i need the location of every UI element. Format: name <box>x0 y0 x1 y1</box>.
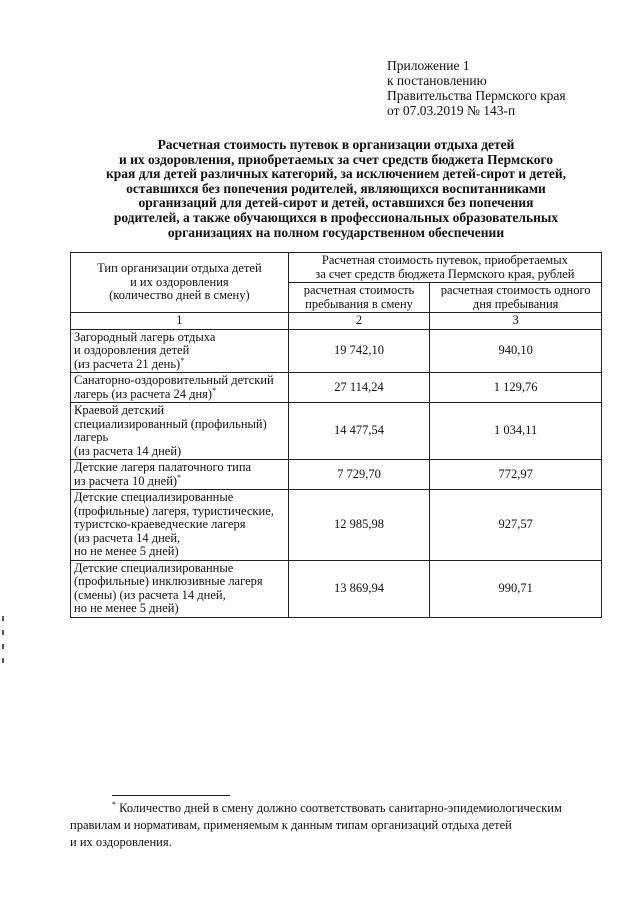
cost-per-shift-cell: 12 985,98 <box>288 490 430 561</box>
title-line: края для детей различных категорий, за исключением детей-сирот и детей, <box>106 166 566 182</box>
footnote-line: и их оздоровления. <box>70 835 172 849</box>
cost-per-shift-cell: 13 869,94 <box>288 560 430 617</box>
cost-per-day-cell: 1 129,76 <box>430 373 602 403</box>
footnote-reference: * <box>180 355 185 365</box>
table-row <box>71 403 602 460</box>
header-text: расчетная стоимость одного <box>440 283 591 297</box>
cost-per-day-cell: 1 034,11 <box>430 403 602 460</box>
row-text: лагерь <box>74 430 109 444</box>
column-number: 2 <box>288 313 430 330</box>
title-line: организаций для детей-сирот и детей, оставшихся без попечения <box>138 195 534 211</box>
footnote-text: Количество дней в смену должно соответствовать санитарно-эпидемиологическим <box>119 801 562 815</box>
appendix-line: Правительства Пермского края <box>387 88 566 103</box>
row-text <box>74 472 285 489</box>
column-number: 1 <box>71 313 289 330</box>
cost-per-shift-cell: 14 477,54 <box>288 403 430 460</box>
cost-per-shift-cell: 19 742,10 <box>288 329 430 373</box>
row-text <box>74 385 285 402</box>
row-text <box>74 355 285 372</box>
title-line: организациях на полном государственном обеспечении <box>167 224 505 240</box>
header-cost <box>288 253 601 283</box>
table-row <box>71 373 602 403</box>
header-text: Тип организации отдыха детей <box>97 261 262 276</box>
row-text: и оздоровления детей <box>74 343 190 357</box>
appendix-line: к постановлению <box>387 73 487 88</box>
row-text: специализированный (профильный) <box>74 416 267 431</box>
footnote-mark: * <box>112 799 116 809</box>
header-text: (количество дней в смену) <box>109 288 250 303</box>
organization-type-cell <box>71 403 289 460</box>
header-text: Расчетная стоимость путевок, приобретаемых <box>321 253 568 267</box>
organization-type-cell <box>71 329 289 373</box>
header-text: расчетная стоимость <box>303 283 415 297</box>
row-text: Детские лагеря палаточного типа <box>74 460 252 474</box>
row-text: (из расчета 14 дней, <box>74 530 181 545</box>
row-text: Загородный лагерь отдыха <box>74 329 216 344</box>
header-text: и их оздоровления <box>130 274 229 289</box>
table-row <box>71 460 602 490</box>
header-organization-type <box>71 253 289 313</box>
row-text: но не менее 5 дней) <box>74 601 179 615</box>
row-text-part: лагерь (из расчета 24 дня) <box>74 386 213 401</box>
cost-per-day-cell: 990,71 <box>430 560 602 617</box>
footnote-line: правилам и нормативам, применяемым к данным типам организаций отдыха детей <box>70 818 512 832</box>
document-title <box>70 138 602 240</box>
row-text: Детские специализированные <box>74 560 234 575</box>
row-text: но не менее 5 дней) <box>74 544 179 558</box>
scan-edge-marks <box>2 616 5 664</box>
row-text: туристско-краеведческие лагеря <box>74 517 246 531</box>
row-text: Детские специализированные <box>74 490 234 504</box>
cost-per-day-cell: 772,97 <box>430 460 602 490</box>
row-text-part: (из расчета 21 день) <box>74 356 181 371</box>
organization-type-cell <box>71 460 289 490</box>
footnote-reference: * <box>177 472 182 482</box>
table-row <box>71 329 602 373</box>
row-text: Санаторно-оздоровительный детский <box>74 373 274 387</box>
header-text: дня пребывания <box>472 296 559 311</box>
title-line: родителей, а также обучающихся в профессиональных образовательных <box>113 209 559 225</box>
organization-type-cell <box>71 560 289 617</box>
column-number-row <box>71 313 602 330</box>
header-text: за счет средств бюджета Пермского края, рублей <box>315 266 575 281</box>
row-text: Краевой детский <box>74 403 165 417</box>
table-row <box>71 490 602 561</box>
row-text: (профильные) инклюзивные лагеря <box>74 574 263 588</box>
footnote-divider <box>112 795 230 796</box>
row-text-part: из расчета 10 дней) <box>74 473 178 488</box>
table-row <box>71 560 602 617</box>
footnote <box>70 800 602 851</box>
footnote-line <box>70 800 602 817</box>
header-cost-per-shift <box>288 283 430 313</box>
title-line: оставшихся без попечения родителей, являющихся воспитанниками <box>126 180 546 196</box>
cost-per-shift-cell: 7 729,70 <box>288 460 430 490</box>
organization-type-cell <box>71 490 289 561</box>
cost-per-day-cell: 927,57 <box>430 490 602 561</box>
cost-table <box>70 252 602 618</box>
column-number: 3 <box>430 313 602 330</box>
title-line: и их оздоровления, приобретаемых за счет средств бюджета Пермского <box>118 151 554 167</box>
appendix-line: от 07.03.2019 № 143-п <box>387 103 516 118</box>
table-header-row <box>71 253 602 283</box>
cost-per-shift-cell: 27 114,24 <box>288 373 430 403</box>
appendix-line: Приложение 1 <box>387 58 470 73</box>
row-text: (смены) (из расчета 14 дней, <box>74 587 226 602</box>
footnote-reference: * <box>212 385 217 395</box>
header-text: пребывания в смену <box>305 296 413 311</box>
cost-per-day-cell: 940,10 <box>430 329 602 373</box>
organization-type-cell <box>71 373 289 403</box>
title-line: Расчетная стоимость путевок в организации отдыха детей <box>157 137 515 152</box>
row-text: (из расчета 14 дней) <box>74 443 182 458</box>
header-cost-per-day <box>430 283 602 313</box>
row-text: (профильные) лагеря, туристические, <box>74 503 274 518</box>
appendix-header <box>387 58 566 118</box>
